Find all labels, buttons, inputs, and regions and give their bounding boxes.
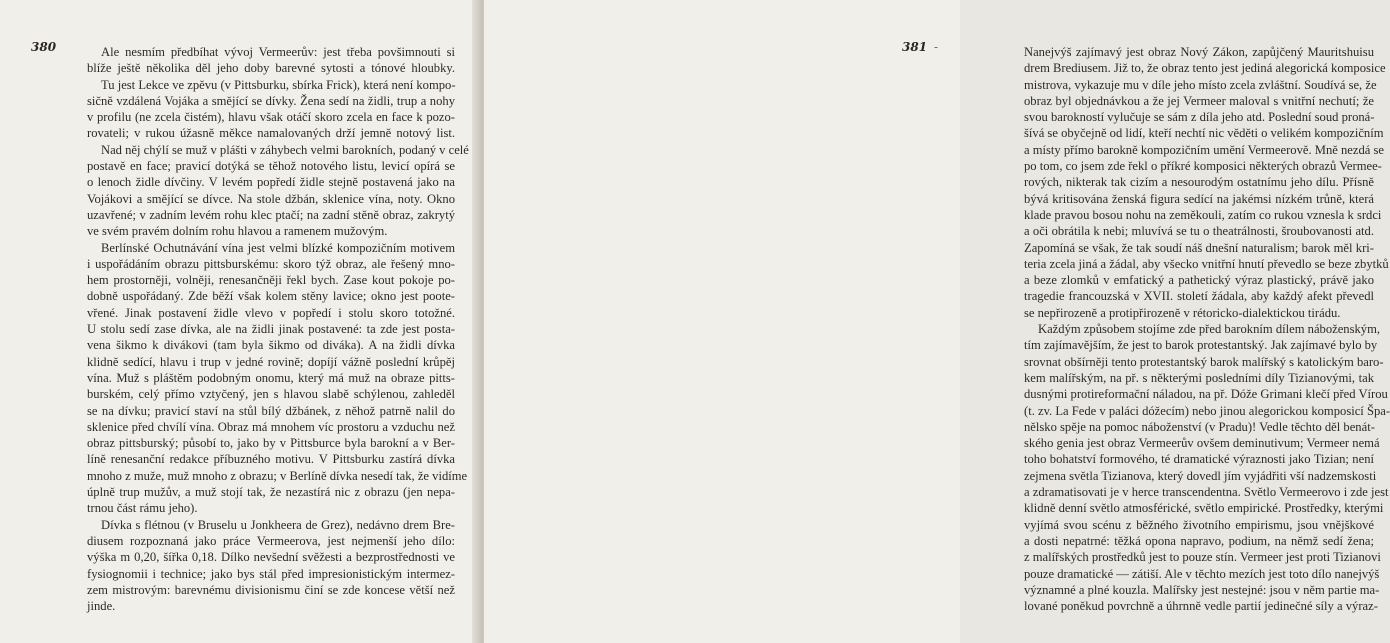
- text-line: U stolu sedí zase dívka, ale na židli jinak postavené: ta zde jest posta-: [87, 322, 455, 337]
- text-line: (t. zv. La Fede v paláci dóžecím) nebo jinou alegorickou komposicí Špa-: [1024, 403, 1390, 418]
- text-line: sklenice před chvílí vína. Obraz má mnohem víc prostoru a vzduchu než: [87, 419, 455, 434]
- text-line: se na dívku; pravicí staví na stůl bílý džbánek, z něhož patrně nalil do: [87, 403, 455, 418]
- text-line: po tom, co jsem zde řekl o příkré komposici některých obrazů Vermee-: [1024, 159, 1382, 174]
- text-line: a zdramatisovati je v herce transcendentna. Světlo Vermeerovo i zde jest: [1024, 485, 1389, 500]
- text-line: dusnými protireformační náladou, na př. Dóže Grimani klečí před Vírou: [1024, 387, 1388, 402]
- text-line: pouze dramatické — zátiší. Ale v těchto mezích jest toto dílo nanejvýš: [1024, 566, 1380, 581]
- text-line: a oči obrátila k nebi; mluvívá se tu o theatrálnosti, šroubovanosti atd.: [1024, 224, 1374, 239]
- text-line: vína. Muž s pláštěm podobným onomu, který má muž na obraze pitts-: [87, 370, 455, 385]
- text-line: úplně trup mužův, a muž stojí tak, že nezastírá nic z obrazu (jen nepa-: [87, 485, 455, 500]
- page-mark-dash: -: [934, 40, 939, 54]
- text-line: mnoho z muže, muž mnoho z obrazu; v Berlíně dívka nesedí tak, že vidíme: [87, 468, 468, 483]
- text-line: vyjímá svou scénu z běžného životního empirismu, jsou vnějškové: [1024, 517, 1374, 532]
- text-line: Dívka s flétnou (v Bruselu u Jonkheera de Grez), nedávno drem Bre-: [101, 517, 455, 532]
- text-line: dobně uspořádaný. Zde běží však kolem stěny lavice; okno jest poote-: [87, 289, 455, 304]
- text-line: obraz byl objednávkou a že jej Vermeer maloval s vnitřní nechutí; že: [1024, 93, 1374, 108]
- text-line: obraz pittsburský; působí to, jako by v Pittsburce byla barokní a v Ber-: [87, 436, 455, 451]
- left-page: [0, 0, 478, 643]
- text-line: rovateli; v rukou úžasně měkce namalovaných drží jemně notový list.: [87, 126, 455, 141]
- text-line: klidně denní světlo atmosférické, světlo empirické. Prostředky, kterými: [1024, 501, 1384, 516]
- text-line: a místy přímo barokně kompozičním umění Vermeerově. Mně nezdá se: [1024, 142, 1384, 157]
- text-line: a beze zlomků v emfatický a pathetický výraz plastický, právě jako: [1024, 273, 1374, 288]
- text-line: blíže ještě několika děl jeho doby barevné sytosti a tónové hloubky.: [87, 61, 455, 76]
- text-line: zejmena světla Tizianova, který dovedl jím vyjádřiti vší nadzemskosti: [1024, 468, 1377, 483]
- text-line: šívá se obyčejně od lidí, kteří nechtí nic věděti o velikém kompozičním: [1024, 126, 1384, 141]
- text-line: uzavřené; v zadním levém rohu klec ptačí; na zadní stěně obraz, zakrytý: [87, 207, 455, 222]
- text-line: jinde.: [87, 599, 116, 614]
- left-page-text: [87, 44, 469, 614]
- text-line: Vojákovi a smějící se dívce. Na stole džbán, sklenice vína, noty. Okno: [87, 191, 455, 206]
- text-line: nělsko spěje na pomoc náboženství (v Pradu)! Vedle těchto děl benát-: [1024, 419, 1375, 434]
- text-line: výška m 0,20, šířka 0,18. Dílko nevšední svěžesti a bezprostřednosti ve: [87, 550, 455, 565]
- text-line: se nepřirozeně a protipřirozeně v rétoricko-dialektickou tirádu.: [1024, 305, 1341, 320]
- text-line: Berlínské Ochutnávání vína jest velmi blízké kompozičním motivem: [101, 240, 455, 255]
- text-line: hem prostorněji, volněji, renesančněji řekl bych. Zase kout pokoje po-: [87, 273, 455, 288]
- text-line: líně renesanční redakce příbuzného motivu. V Pittsburku zastírá dívka: [87, 452, 455, 467]
- text-line: tragedie francouzská v XVII. století žádala, aby každý afekt převedl: [1024, 289, 1374, 304]
- text-line: mistrova, vykazuje mu v díle jeho místo zcela zvláštní. Soudívá se, že: [1024, 77, 1377, 92]
- text-line: toho bohatství formového, té dramatické výraznosti jako Tizian; není: [1024, 452, 1374, 467]
- text-line: Ale nesmím předbíhat vývoj Vermeerův: jest třeba povšimnouti si: [101, 45, 455, 59]
- text-line: bývá kritisována ženská figura sedící na jakémsi nízkém trůně, která: [1024, 191, 1374, 206]
- text-line: tím zajímavějším, že jest to barok protestantský. Jak zajímavé bylo by: [1024, 338, 1378, 353]
- text-line: i uspořádáním obrazu pittsburskému: skoro týž obraz, ale řešený mno-: [87, 256, 455, 271]
- right-page-number: 381: [902, 40, 928, 54]
- text-line: klidně sedící, hlavu i trup v jedné rovině; dopíjí vážně poslední krůpěj: [87, 354, 455, 369]
- text-line: fysiognomii i technice; jako bys stál před impresionistickým intermez-: [87, 566, 455, 581]
- text-line: vřené. Jinak postavení židle vlevo v popředí i stolu skoro totožné.: [87, 305, 455, 320]
- text-line: kem malířským, na př. s některými posledními díly Tizianovými, tak: [1024, 370, 1374, 385]
- right-page: [484, 0, 1390, 643]
- text-line: trnou část rámu jeho).: [87, 501, 198, 516]
- text-line: teria zcela jiná a žádal, aby všecko vnitřní hnutí převedlo se beze zbytků: [1024, 256, 1389, 271]
- text-line: klade pravou bosou nohu na zeměkouli, zatím co rukou vznesla k srdci: [1024, 207, 1382, 222]
- text-line: postavě en face; pravicí dotýká se těhož notového listu, levicí opírá se: [87, 159, 455, 174]
- text-line: Nanejvýš zajímavý jest obraz Nový Zákon, zapůjčený Mauritshuisu: [1024, 45, 1374, 59]
- text-line: zem mistrovým: barevnému divisionismu činí se zde koncese větší než: [87, 582, 455, 597]
- text-line: a dosti nepatrné: těžká opona napravo, podium, na němž sedí žena;: [1024, 533, 1374, 548]
- text-line: Zapomíná se však, že tak soudí náš dnešní naturalism; barok měl kri-: [1024, 240, 1374, 255]
- text-line: v profilu (ne zcela čistém), hlavu však otáčí skoro zcela en face k pozo-: [87, 110, 455, 125]
- text-line: burském, celý přímo vztyčený, jen s hlavou slabě schýlenou, zahleděl: [87, 387, 455, 402]
- text-line: významné a plné kouzla. Malířsky jest nestejné: jsou v něm partie ma-: [1024, 582, 1380, 597]
- text-line: Každým způsobem stojíme zde před barokním dílem náboženským,: [1038, 322, 1381, 337]
- text-line: ve svém pravém dolním rohu hlavou a ramenem mužovým.: [87, 224, 388, 239]
- left-page-number: 380: [31, 40, 57, 54]
- text-line: srovnat obšírněji tento protestantský barok malířský s katolickým baro-: [1024, 354, 1384, 369]
- text-line: sičně vzdálená Vojáka a smějící se dívky. Žena sedí na židli, trup a nohy: [87, 93, 455, 108]
- text-line: Nad něj chýlí se muž v plášti v záhybech velmi barokních, podaný v celé: [101, 142, 469, 157]
- text-line: diusem rozpoznaná jako práce Vermeerova, jest nejmenší jeho dílo:: [87, 533, 455, 548]
- text-line: lované poněkud povrchně a úhrnně vedle partií jedinečné síly a výraz-: [1024, 599, 1378, 614]
- text-line: Tu jest Lekce ve zpěvu (v Pittsburku, sbírka Frick), která není kompo-: [101, 77, 456, 92]
- text-line: ského genia jest obraz Vermeerův ovšem deminutivum; Vermeer nemá: [1024, 436, 1380, 451]
- right-page-text: [1024, 44, 1390, 614]
- text-line: rových, nikterak tak cizím a nesourodým ostatnímu jeho dílu. Přísně: [1024, 175, 1374, 190]
- text-line: vena šikmo k divákovi (tam byla šikmo od diváka). A na židli dívka: [87, 338, 455, 353]
- text-line: z malířských prostředků jest to pouze stín. Vermeer jest proti Tizianovi: [1024, 550, 1381, 565]
- text-line: drem Brediusem. Již to, že obraz tento jest jediná alegorická komposice: [1024, 61, 1386, 76]
- text-line: o lenoch židle dívčiny. V levém popředí židle stejně postavená jako na: [87, 175, 455, 190]
- text-line: svou barokností vylučuje se sám z díla jeho atd. Poslední soud proná-: [1024, 110, 1375, 125]
